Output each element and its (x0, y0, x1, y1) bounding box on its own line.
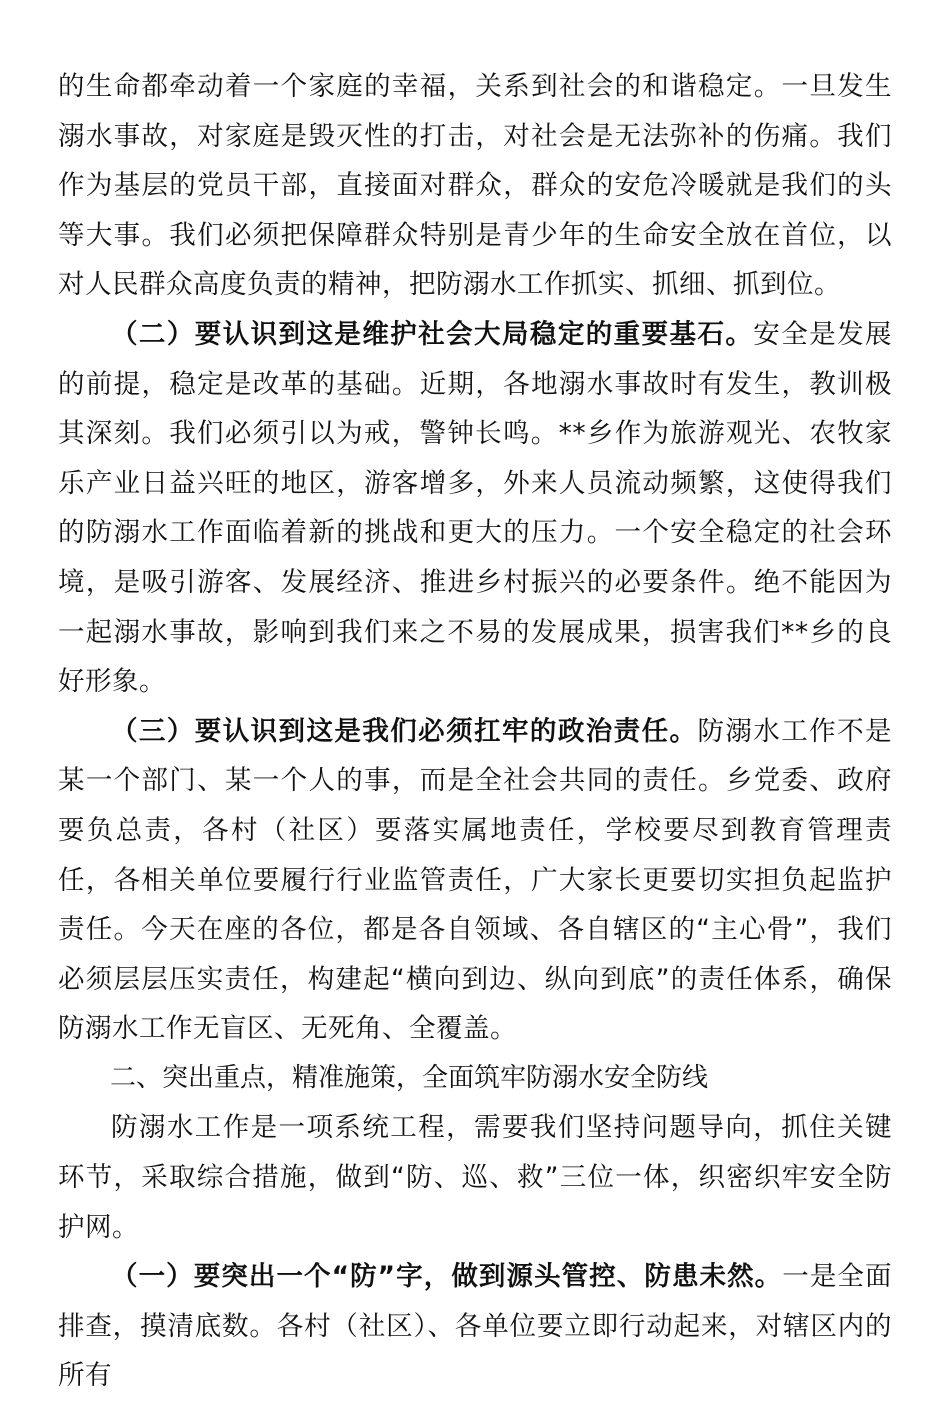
paragraph-2 (58, 310, 892, 707)
paragraph-5-heading: （一）要突出一个“防”字，做到源头管控、防患未然。 (111, 1261, 783, 1293)
paragraph-4: 防溺水工作是一项系统工程，需要我们坚持问题导向，抓住关键环节，采取综合措施，做到“防、巡、救”三位一体，织密织牢安全防护网。 (58, 1112, 892, 1243)
paragraph-2-body: 安全是发展的前提，稳定是改革的基础。近期，各地溺水事故时有发生，教训极其深刻。我们必须引以为戒，警钟长鸣。**乡作为旅游观光、农牧家乐产业日益兴旺的地区，游客增多，外来人员流动频繁，这使得我们的防溺水工作面临着新的挑战和更大的压力。一个安全稳定的社会环境，是吸引游客、发展经济、推进乡村振兴的必要条件。绝不能因为一起溺水事故，影响到我们来之不易的发展成果，损害我们**乡的良好形象。 (58, 318, 893, 698)
section-2-title: 二、突出重点，精准施策，全面筑牢防溺水安全防线 (110, 1062, 709, 1093)
document-page (58, 62, 892, 1401)
paragraph-1: 的生命都牵动着一个家庭的幸福，关系到社会的和谐稳定。一旦发生溺水事故，对家庭是毁灭性的打击，对社会是无法弥补的伤痛。我们作为基层的党员干部，直接面对群众，群众的安危冷暖就是我们的头等大事。我们必须把保障群众特别是青少年的生命安全放在首位，以对人民群众高度负责的精神，把防溺水工作抓实、抓细、抓到位。 (58, 71, 892, 301)
paragraph-3 (58, 707, 892, 1054)
paragraph-5 (58, 1252, 892, 1401)
paragraph-5-body: 一是全面排查，摸清底数。各村（社区）、各单位要立即行动起来，对辖区内的所有 (58, 1261, 892, 1392)
paragraph-3-heading: （三）要认识到这是我们必须扛牢的政治责任。 (111, 715, 698, 747)
paragraph-3-body: 防溺水工作不是某一个部门、某一个人的事，而是全社会共同的责任。乡党委、政府要负总责，各村（社区）要落实属地责任，学校要尽到教育管理责任，各相关单位要履行行业监管责任，广大家长更要切实担负起监护责任。今天在座的各位，都是各自领域、各自辖区的“主心骨”，我们必须层层压实责任，构建起“横向到边、纵向到底”的责任体系，确保防溺水工作无盲区、无死角、全覆盖。 (58, 715, 893, 1045)
paragraph-2-heading: （二）要认识到这是维护社会大局稳定的重要基石。 (111, 318, 754, 350)
